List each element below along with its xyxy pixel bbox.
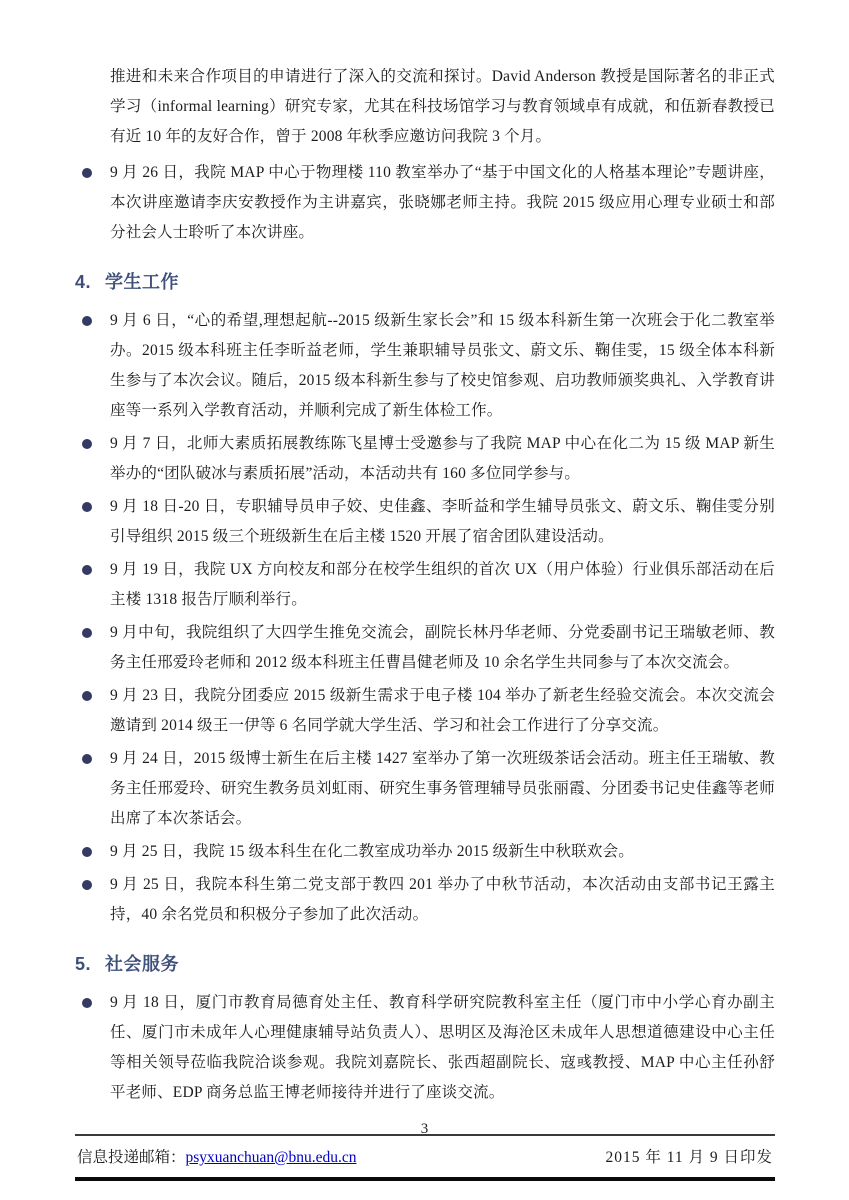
- section-number: 4.: [75, 272, 92, 292]
- footer-contact: [77, 1145, 356, 1167]
- bullet-text: 9 月 6 日，“心的希望,理想起航--2015 级新生家长会”和 15 级本科新生第一次班会于化二教室举办。2015 级本科班主任李昕益老师，学生兼职辅导员张文、蔚文乐、鞠佳雯，15 级全体本科新生参与了本次会议。随后，2015 级本科新生参与了校史馆参观、启功教师颁奖典礼、入学教育讲座等一系列入学教育活动，并顺利完成了新生体检工作。: [110, 312, 775, 419]
- bullet-icon: [82, 628, 92, 638]
- bullet-icon: [82, 439, 92, 449]
- section-heading-student-work: [75, 268, 775, 294]
- bullet-text: 9 月 23 日，我院分团委应 2015 级新生需求于电子楼 104 举办了新老生经验交流会。本次交流会邀请到 2014 级王一伊等 6 名同学就大学生活、学习和社会工作进行了分享交流。: [110, 687, 775, 734]
- page-number: 3: [420, 1121, 429, 1137]
- section-title: 学生工作: [105, 272, 180, 292]
- bullet-icon: [82, 754, 92, 764]
- bullet-text: 9 月 25 日，我院本科生第二党支部于教四 201 举办了中秋节活动，本次活动由支部书记王露主持，40 余名党员和积极分子参加了此次活动。: [110, 876, 775, 923]
- bullet-item: [75, 618, 775, 678]
- bullet-icon: [82, 691, 92, 701]
- bullet-item: [75, 158, 775, 248]
- footer-email-label: 信息投递邮箱：: [77, 1149, 186, 1166]
- section-heading-social-service: [75, 950, 775, 976]
- bullet-text: 9 月 24 日，2015 级博士新生在后主楼 1427 室举办了第一次班级茶话会活动。班主任王瑞敏、教务主任邢爱玲、研究生教务员刘虹雨、研究生事务管理辅导员张丽霞、分团委书记史佳鑫等老师出席了本次茶话会。: [110, 750, 775, 827]
- bullet-icon: [82, 998, 92, 1008]
- bullet-item: [75, 492, 775, 552]
- bullet-icon: [82, 847, 92, 857]
- bullet-text: 9 月 19 日，我院 UX 方向校友和部分在校学生组织的首次 UX（用户体验）行业俱乐部活动在后主楼 1318 报告厅顺利举行。: [110, 561, 775, 608]
- bullet-text: 9 月 18 日，厦门市教育局德育处主任、教育科学研究院教科室主任（厦门市中小学心育办副主任、厦门市未成年人心理健康辅导站负责人）、思明区及海沧区未成年人思想道德建设中心主任等相关领导莅临我院洽谈参观。我院刘嘉院长、张西超副院长、寇彧教授、MAP 中心主任孙舒平老师、EDP 商务总监王博老师接待并进行了座谈交流。: [110, 994, 775, 1101]
- page-footer: [75, 1134, 775, 1181]
- intro-bullet-list: [75, 158, 775, 248]
- social-service-bullet-list: [75, 988, 775, 1108]
- bullet-item: [75, 555, 775, 615]
- footer-date: 2015 年 11 月 9 日印发: [605, 1149, 773, 1166]
- section-number: 5.: [75, 954, 92, 974]
- bullet-text: 9 月 26 日，我院 MAP 中心于物理楼 110 教室举办了“基于中国文化的人格基本理论”专题讲座，本次讲座邀请李庆安教授作为主讲嘉宾，张晓娜老师主持。我院 2015 级应用心理专业硕士和部分社会人士聆听了本次讲座。: [110, 164, 775, 241]
- continuation-paragraph: 推进和未来合作项目的申请进行了深入的交流和探讨。David Anderson 教授是国际著名的非正式学习（informal learning）研究专家，尤其在科技场馆学习与教育领域卓有成就，和伍新春教授已有近 10 年的友好合作，曾于 2008 年秋季应邀访问我院 3 个月。: [110, 68, 775, 145]
- bullet-item: [75, 681, 775, 741]
- email-link[interactable]: psyxuanchuan@bnu.edu.cn: [185, 1149, 357, 1166]
- bullet-text: 9 月中旬，我院组织了大四学生推免交流会，副院长林丹华老师、分党委副书记王瑞敏老师、教务主任邢爱玲老师和 2012 级本科班主任曹昌健老师及 10 余名学生共同参与了本次交流会。: [110, 624, 775, 671]
- bullet-item: [75, 837, 775, 867]
- bullet-text: 9 月 18 日-20 日，专职辅导员申子姣、史佳鑫、李昕益和学生辅导员张文、蔚文乐、鞠佳雯分别引导组织 2015 级三个班级新生在后主楼 1520 开展了宿舍团队建设活动。: [110, 498, 775, 545]
- bullet-icon: [82, 502, 92, 512]
- bullet-text: 9 月 7 日，北师大素质拓展教练陈飞星博士受邀参与了我院 MAP 中心在化二为 15 级 MAP 新生举办的“团队破冰与素质拓展”活动，本活动共有 160 多位同学参与。: [110, 435, 775, 482]
- bullet-item: [75, 744, 775, 834]
- bullet-icon: [82, 565, 92, 575]
- bullet-icon: [82, 880, 92, 890]
- bullet-icon: [82, 168, 92, 178]
- section-title: 社会服务: [105, 954, 180, 974]
- bullet-item: [75, 306, 775, 426]
- bullet-item: [75, 870, 775, 930]
- bullet-item: [75, 988, 775, 1108]
- bullet-icon: [82, 316, 92, 326]
- bullet-item: [75, 429, 775, 489]
- bullet-text: 9 月 25 日，我院 15 级本科生在化二教室成功举办 2015 级新生中秋联欢会。: [110, 843, 634, 860]
- student-work-bullet-list: [75, 306, 775, 930]
